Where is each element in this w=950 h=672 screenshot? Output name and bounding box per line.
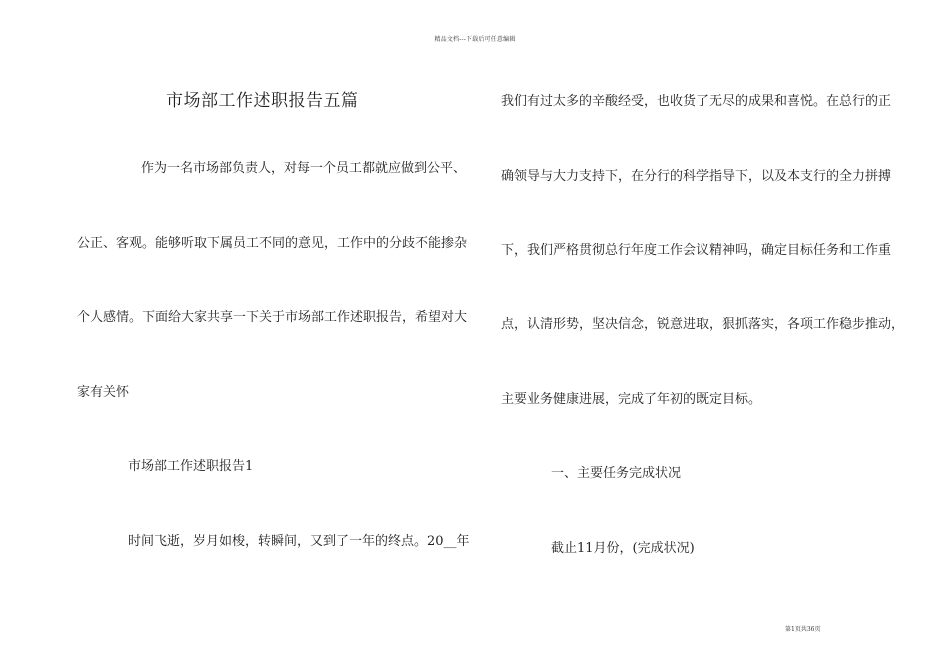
right-paragraph-line: 确领导与大力支持下，在分行的科学指导下，以及本支行的全力拼搏 xyxy=(501,169,892,184)
page-number: 第1页共36页 xyxy=(785,626,821,633)
left-paragraph-line: 家有关怀 xyxy=(77,385,130,400)
right-paragraph-line: 我们有过太多的辛酸经受，也收货了无尽的成果和喜悦。在总行的正 xyxy=(501,94,892,109)
page-header: 精品文档---下载后可任意编辑 xyxy=(434,36,516,43)
right-paragraph-line: 主要业务健康进展，完成了年初的既定目标。 xyxy=(501,392,762,407)
right-paragraph-line: 截止11月份，(完成状况) xyxy=(551,541,695,556)
left-paragraph-line: 公正、客观。能够听取下属员工不同的意见，工作中的分歧不能掺杂 xyxy=(77,236,468,251)
document-title: 市场部工作述职报告五篇 xyxy=(166,91,359,111)
left-paragraph-line: 时间飞逝，岁月如梭，转瞬间，又到了一年的终点。20__年 xyxy=(128,534,470,549)
right-paragraph-line: 点，认清形势，坚决信念，锐意进取，狠抓落实，各项工作稳步推动， xyxy=(501,317,905,332)
left-paragraph-line: 作为一名市场部负责人，对每一个员工都就应做到公平、 xyxy=(141,161,467,176)
right-paragraph-line: 下，我们严格贯彻总行年度工作会议精神吗，确定目标任务和工作重 xyxy=(501,243,892,258)
left-paragraph-line: 个人感情。下面给大家共享一下关于市场部工作述职报告，希望对大 xyxy=(77,310,468,325)
section-heading: 一、主要任务完成状况 xyxy=(551,466,682,481)
section-heading: 市场部工作述职报告1 xyxy=(128,459,254,474)
